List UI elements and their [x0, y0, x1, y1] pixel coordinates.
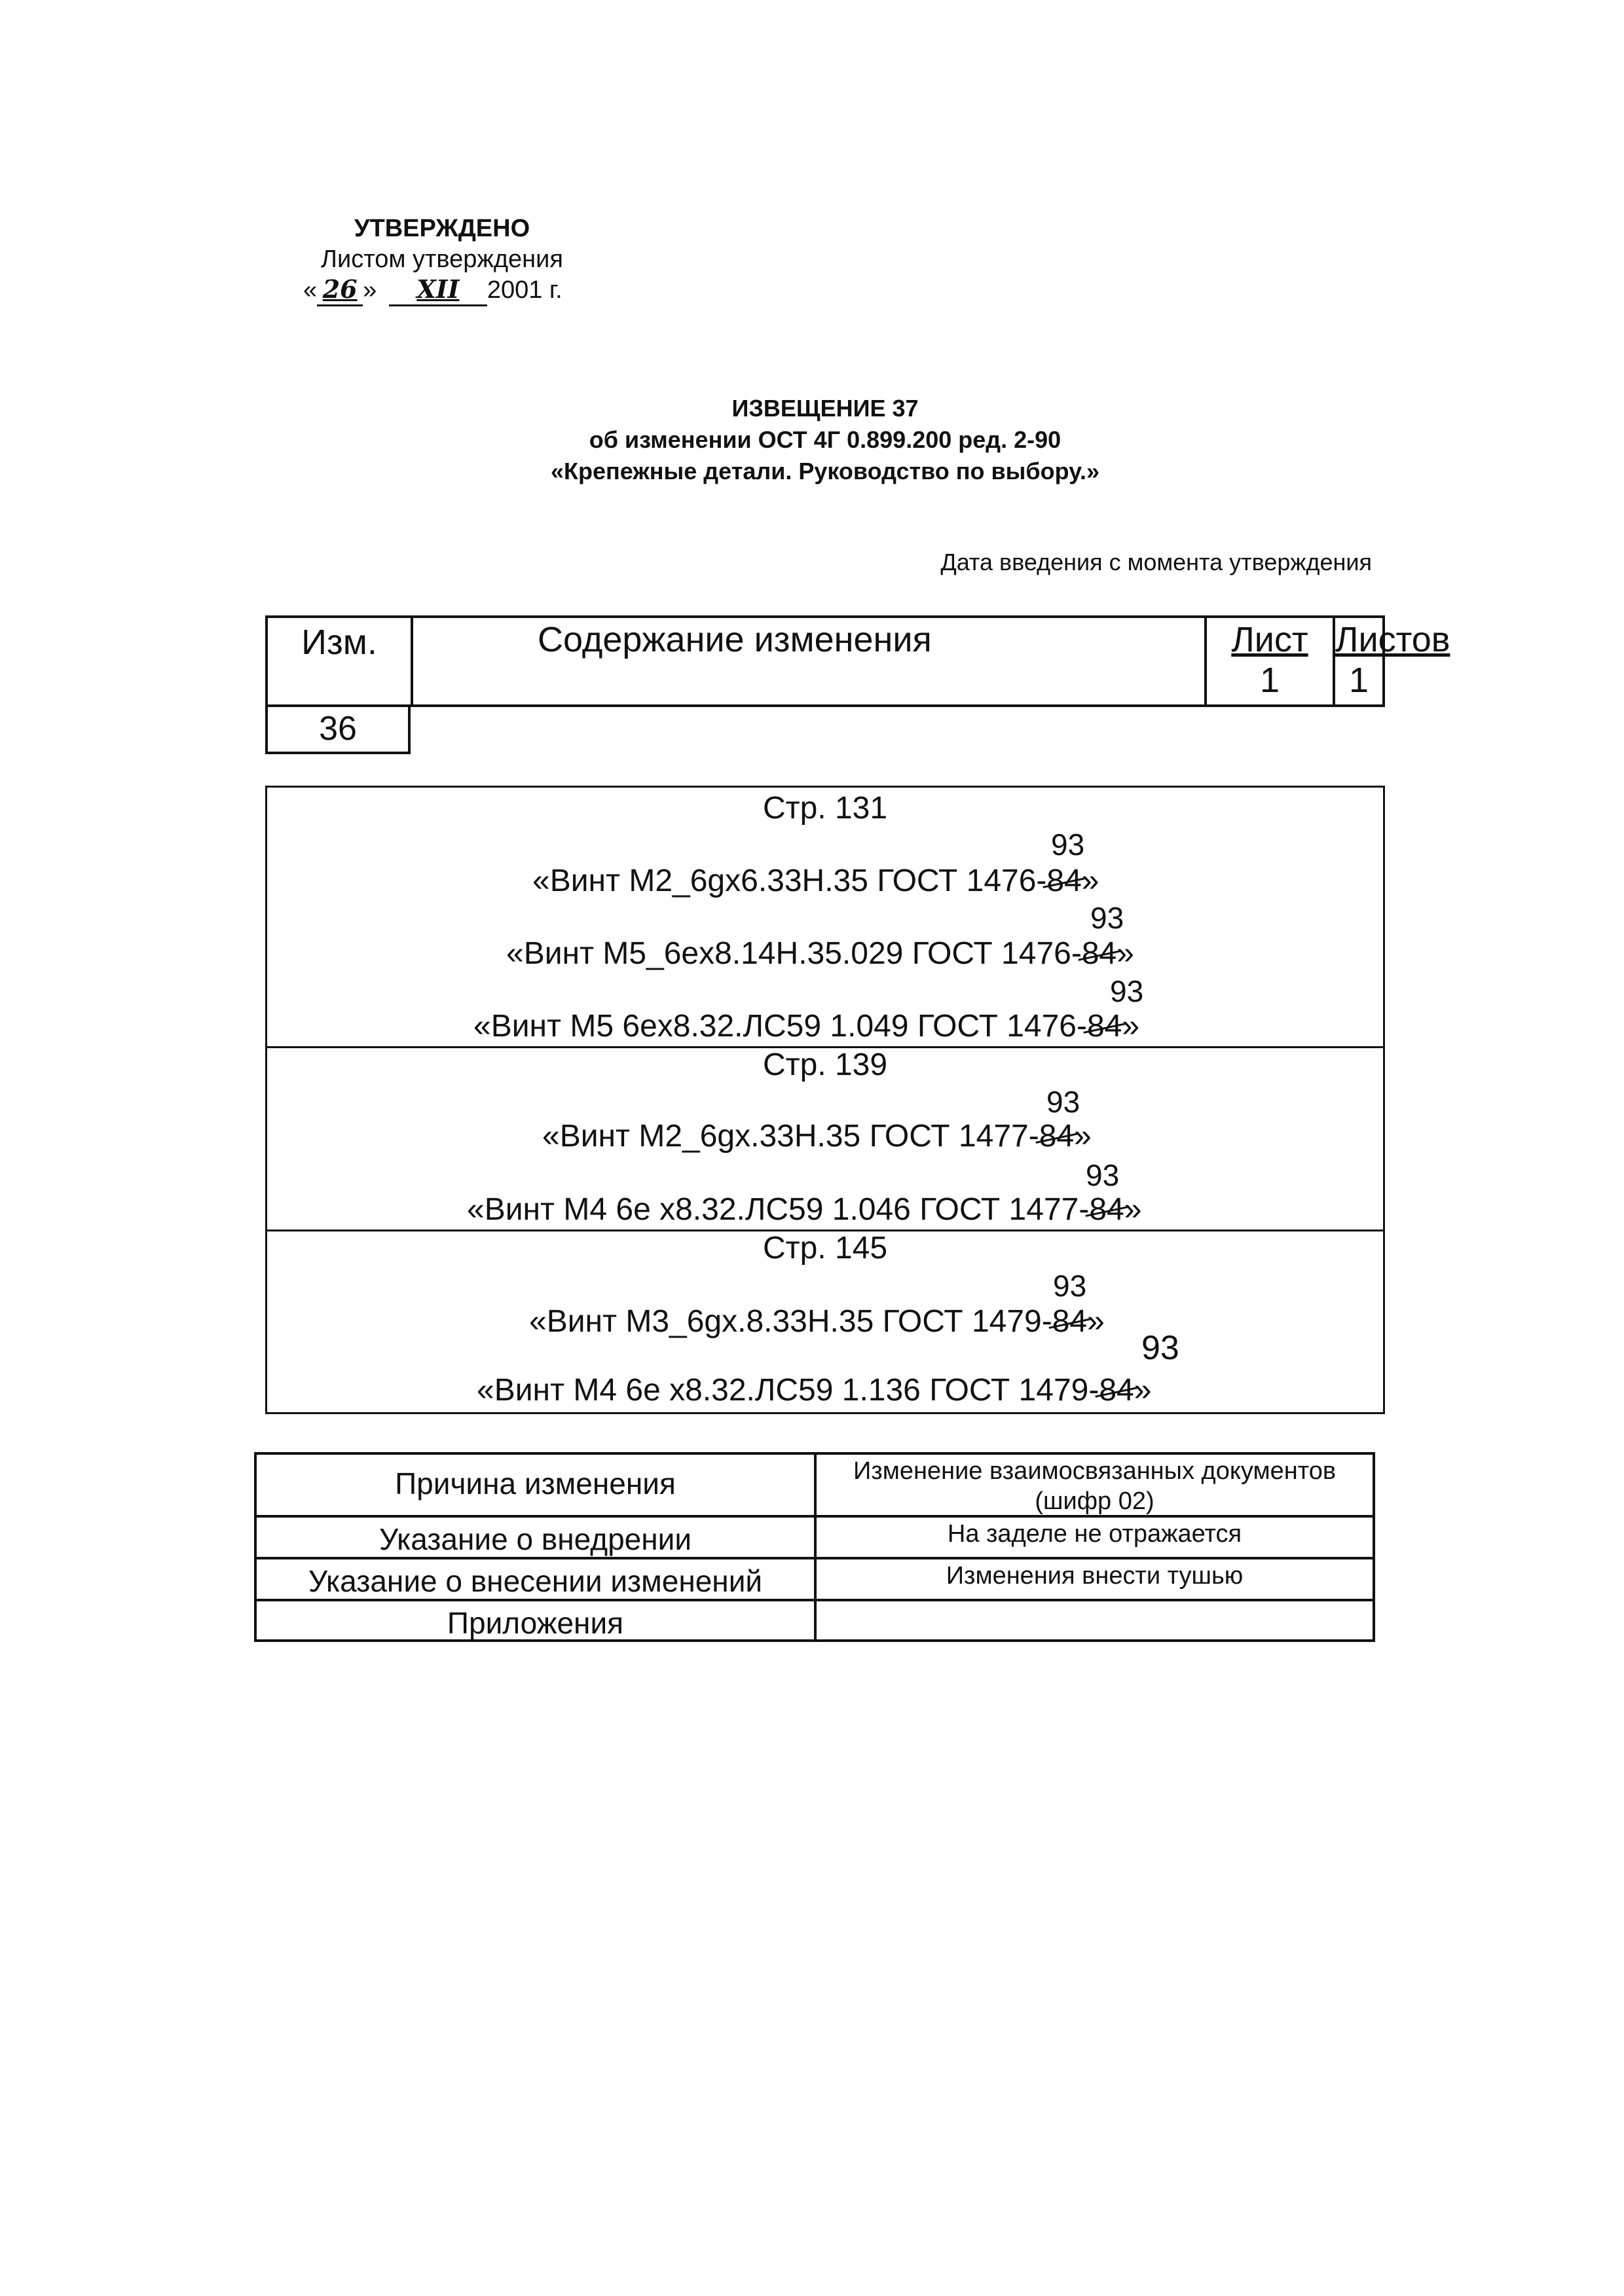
date-open-quote: « [303, 276, 318, 304]
item-text: «Винт М5_6ex8.14Н.35.029 ГОСТ 1476- [506, 936, 1082, 971]
change-column-header [268, 618, 413, 704]
item-close: » [1124, 1192, 1142, 1227]
notice-title: ИЗВЕЩЕНИЕ 37 [731, 395, 919, 422]
footer-label: Указание о внесении изменений [257, 1559, 817, 1599]
item-close: » [1134, 1373, 1152, 1408]
item-close: » [1116, 936, 1134, 971]
date-close-quote: » [363, 276, 377, 304]
new-year-value: 93 [1141, 1329, 1179, 1367]
sheet-value: 1 [1259, 661, 1280, 700]
footer-value [817, 1601, 1373, 1639]
item-text: «Винт М2_6gx6.33Н.35 ГОСТ 1476- [532, 864, 1047, 898]
change-item [506, 936, 1134, 972]
new-year-value: 93 [1046, 1085, 1080, 1119]
date-day: 26 [317, 274, 363, 306]
date-month: XII [389, 274, 487, 306]
notice-heading [367, 393, 1283, 487]
footer-row [257, 1601, 1373, 1639]
sheets-value: 1 [1348, 661, 1369, 700]
new-year-value: 93 [1053, 1269, 1087, 1303]
old-year-value: 84 [1052, 1304, 1088, 1339]
change-item [477, 1372, 1151, 1408]
new-year-value: 93 [1086, 1158, 1120, 1192]
old-year-value: 84 [1081, 936, 1117, 971]
new-year-value: 93 [1110, 974, 1144, 1008]
header-table [265, 615, 1450, 707]
old-year-value: 84 [1086, 1009, 1122, 1044]
footer-table [254, 1452, 1375, 1642]
page-ref: Стр. 145 [762, 1231, 888, 1266]
item-text: «Винт М3_6gx.8.33Н.35 ГОСТ 1479- [529, 1304, 1052, 1339]
date-year: 2001 г. [487, 276, 563, 304]
footer-row [257, 1559, 1373, 1601]
footer-label: Причина изменения [257, 1455, 817, 1515]
effective-date: Дата введения с момента утверждения [940, 549, 1372, 575]
notice-document-name: «Крепежные детали. Руководство по выбору.» [550, 458, 1100, 484]
item-close: » [1087, 1304, 1105, 1339]
notice-subject: об изменении ОСТ 4Г 0.899.200 ред. 2-90 [589, 426, 1061, 453]
item-text: «Винт М4 6e x8.32.ЛС59 1.136 ГОСТ 1479- [477, 1373, 1099, 1408]
old-year-value: 84 [1089, 1192, 1124, 1227]
approval-block [298, 213, 586, 306]
sheet-label: Лист [1231, 620, 1308, 659]
content-label: Содержание изменения [538, 620, 932, 659]
footer-row [257, 1518, 1373, 1559]
sheets-column [1335, 618, 1450, 704]
footer-row [257, 1455, 1373, 1518]
footer-label: Указание о внедрении [257, 1518, 817, 1557]
change-item [473, 1008, 1139, 1044]
new-year-value: 93 [1090, 901, 1124, 935]
item-text: «Винт М5 6ex8.32.ЛС59 1.049 ГОСТ 1476- [473, 1009, 1087, 1044]
change-item [542, 1118, 1092, 1154]
page-ref: Стр. 139 [762, 1048, 888, 1082]
change-item [529, 1303, 1105, 1339]
item-close: » [1122, 1009, 1140, 1044]
item-text: «Винт М4 6e x8.32.ЛС59 1.046 ГОСТ 1477- [467, 1192, 1090, 1227]
sheet-column [1204, 618, 1335, 704]
old-year-value: 84 [1039, 1119, 1075, 1154]
footer-value: На заделе не отражается [947, 1520, 1242, 1548]
change-number: 36 [265, 707, 411, 754]
footer-value: Изменения внести тушью [946, 1562, 1244, 1590]
old-year-value: 84 [1046, 864, 1082, 898]
item-close: » [1074, 1119, 1092, 1154]
change-label: Изм. [301, 623, 377, 662]
sheets-label: Листов [1335, 620, 1450, 659]
page-ref: Стр. 131 [762, 791, 888, 826]
change-content-table [265, 786, 1385, 1414]
approval-subtitle: Листом утверждения [321, 246, 563, 273]
footer-value: Изменение взаимосвязанных документов (шифр 02) [853, 1457, 1337, 1515]
old-year-value: 84 [1099, 1373, 1134, 1408]
footer-label: Приложения [257, 1601, 817, 1639]
item-close: » [1081, 864, 1099, 898]
approval-date [298, 274, 586, 306]
new-year-value: 93 [1051, 828, 1085, 862]
change-item [532, 863, 1099, 899]
approval-title: УТВЕРЖДЕНО [354, 215, 530, 242]
item-text: «Винт М2_6gx.33Н.35 ГОСТ 1477- [542, 1119, 1039, 1154]
change-item [467, 1192, 1141, 1228]
